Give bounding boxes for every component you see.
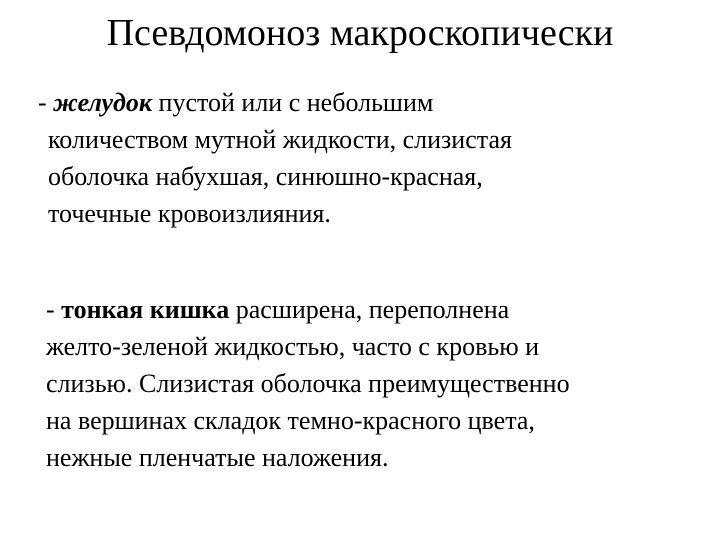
paragraph-small-intestine bbox=[46, 291, 706, 476]
bullet-dash: - bbox=[38, 88, 54, 117]
paragraph-line: оболочка набухшая, синюшно-красная, bbox=[48, 162, 483, 191]
paragraph-stomach bbox=[38, 84, 678, 232]
paragraph-line: на вершинах складок темно-красного цвета, bbox=[46, 406, 535, 435]
paragraph-text: расширена, переполнена bbox=[229, 295, 510, 324]
paragraph-line bbox=[38, 84, 678, 121]
paragraph-line: нежные пленчатые наложения. bbox=[46, 443, 389, 472]
paragraph-line bbox=[46, 291, 706, 328]
paragraph-line: количеством мутной жидкости, слизистая bbox=[48, 125, 512, 154]
paragraph-text: пустой или с небольшим bbox=[152, 88, 434, 117]
term-stomach: желудок bbox=[53, 88, 153, 117]
paragraph-line: желто-зеленой жидкостью, часто с кровью и bbox=[46, 332, 540, 361]
paragraph-line: слизью. Слизистая оболочка преимущественно bbox=[46, 369, 570, 398]
paragraph-line: точечные кровоизлияния. bbox=[48, 199, 331, 228]
term-small-intestine: тонкая кишка bbox=[61, 295, 230, 324]
slide-title: Псевдомоноз макроскопически bbox=[106, 12, 614, 54]
bullet-dash: - bbox=[46, 295, 62, 324]
